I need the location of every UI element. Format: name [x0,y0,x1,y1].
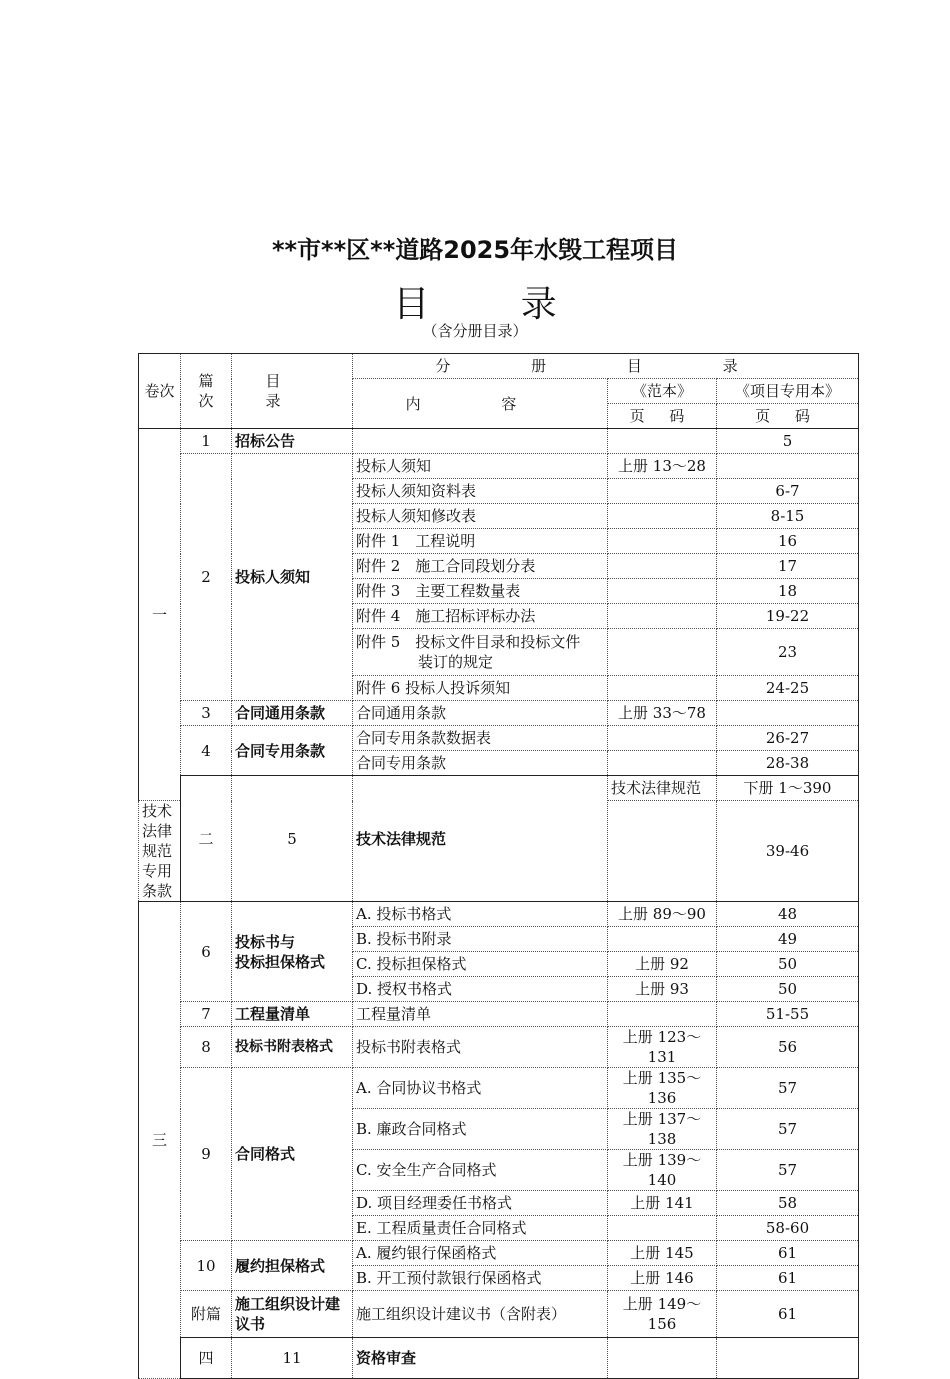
project-page: 57 [717,1109,859,1150]
content-cell: B. 廉政合同格式 [353,1109,608,1150]
project-page: 57 [717,1150,859,1191]
content-cell: A. 投标书格式 [353,902,608,927]
project-page: 58-60 [717,1216,859,1241]
section-title: 履约担保格式 [232,1241,353,1291]
header-toc: 目 录 [232,354,353,429]
template-page [608,529,717,554]
content-cell: C. 投标担保格式 [353,952,608,977]
section-title: 技术法律规范 [353,776,608,902]
template-page: 上册 146 [608,1266,717,1291]
project-page: 50 [717,952,859,977]
header-content: 内 容 [353,379,608,429]
content-cell: 技术法律规范 [608,776,717,801]
content-cell: 施工组织设计建议书（含附表） [353,1291,608,1338]
template-page: 上册 145 [608,1241,717,1266]
header-row [139,354,859,379]
template-page [608,629,717,676]
volume-cell: 四 [181,1338,232,1379]
content-cell: 附件 6 投标人投诉须知 [353,676,608,701]
section-title: 合同专用条款 [232,726,353,776]
header-page: 页 码 [608,404,717,429]
project-page: 50 [717,977,859,1002]
project-page: 57 [717,1068,859,1109]
part-cell: 10 [181,1241,232,1291]
template-page [608,429,717,454]
header-page: 页 码 [717,404,859,429]
table-row [139,429,859,454]
part-cell: 6 [181,902,232,1002]
part-cell: 4 [181,726,232,776]
content-cell: A. 履约银行保函格式 [353,1241,608,1266]
table-row [139,1002,859,1027]
table-row [139,454,859,479]
template-page: 上册 33～78 [608,701,717,726]
table-row [139,701,859,726]
template-page: 上册 141 [608,1191,717,1216]
template-page [608,801,717,902]
template-page: 上册 135～136 [608,1068,717,1109]
project-page: 8-15 [717,504,859,529]
content-cell: 附件 3 主要工程数量表 [353,579,608,604]
project-page: 56 [717,1027,859,1068]
content-cell: B. 投标书附录 [353,927,608,952]
subtitle-note: （含分册目录） [422,322,528,340]
template-page [608,676,717,701]
template-page [608,479,717,504]
section-title: 投标书附表格式 [232,1027,353,1068]
section-title: 招标公告 [232,429,353,454]
content-cell: D. 授权书格式 [353,977,608,1002]
content-cell: 投标人须知资料表 [353,479,608,504]
project-page: 48 [717,902,859,927]
table-row [139,1241,859,1266]
part-cell: 5 [232,776,353,902]
part-cell: 8 [181,1027,232,1068]
template-page [608,726,717,751]
template-page: 上册 92 [608,952,717,977]
section-title: 工程量清单 [232,1002,353,1027]
table-row [139,1291,859,1338]
content-cell: C. 安全生产合同格式 [353,1150,608,1191]
template-page: 上册 89～90 [608,902,717,927]
header-part: 篇 次 [181,354,232,429]
project-page: 17 [717,554,859,579]
template-page: 上册 13～28 [608,454,717,479]
project-page [717,454,859,479]
content-cell: 附件 4 施工招标评标办法 [353,604,608,629]
project-page: 61 [717,1241,859,1266]
section-title: 投标人须知 [232,454,353,701]
template-page: 上册 123～131 [608,1027,717,1068]
content-cell: A. 合同协议书格式 [353,1068,608,1109]
part-cell: 附篇 [181,1291,232,1338]
volume-cell: 二 [181,776,232,902]
part-cell: 9 [181,1068,232,1241]
content-cell: 技术法律规范专用条款 [139,801,181,902]
template-page [608,504,717,529]
project-page: 16 [717,529,859,554]
project-page: 39-46 [717,801,859,902]
content-cell: B. 开工预付款银行保函格式 [353,1266,608,1291]
project-page: 23 [717,629,859,676]
section-title: 合同格式 [232,1068,353,1241]
template-page [608,554,717,579]
content-cell: 投标人须知修改表 [353,504,608,529]
part-cell: 7 [181,1002,232,1027]
project-page: 18 [717,579,859,604]
part-cell: 11 [232,1338,353,1379]
content-cell: 合同专用条款数据表 [353,726,608,751]
template-page [608,1002,717,1027]
content-cell: 投标人须知 [353,454,608,479]
content-cell: 附件 5 投标文件目录和投标文件 装订的规定 [353,629,608,676]
project-page: 19-22 [717,604,859,629]
template-page: 上册 93 [608,977,717,1002]
project-page: 61 [717,1266,859,1291]
project-page: 49 [717,927,859,952]
project-page: 28-38 [717,751,859,776]
content-cell: 合同通用条款 [353,701,608,726]
table-row [139,726,859,751]
part-cell: 2 [181,454,232,701]
template-page: 下册 1～390 [717,776,859,801]
header-template: 《范本》 [608,379,717,404]
template-page [608,927,717,952]
project-page: 6-7 [717,479,859,504]
part-cell: 3 [181,701,232,726]
content-cell: 投标书附表格式 [353,1027,608,1068]
part-cell: 1 [181,429,232,454]
header-project: 《项目专用本》 [717,379,859,404]
content-cell [353,429,608,454]
project-page: 24-25 [717,676,859,701]
header-volume: 卷次 [139,354,181,429]
header-sub-toc: 分 册 目 录 [353,354,859,379]
page-subtitle: 目 录 [393,284,597,325]
table-row [139,776,859,801]
content-cell: 工程量清单 [353,1002,608,1027]
document-title: **市**区**道路2025年水毁工程项目 [271,236,679,264]
section-title: 合同通用条款 [232,701,353,726]
volume-cell: 一 [139,429,181,801]
template-page: 上册 139～140 [608,1150,717,1191]
template-page [608,579,717,604]
project-page: 26-27 [717,726,859,751]
project-page [717,701,859,726]
table-row [139,902,859,927]
template-page: 上册 137～138 [608,1109,717,1150]
template-page: 上册 149～156 [608,1291,717,1338]
project-page: 51-55 [717,1002,859,1027]
table-row [139,1068,859,1109]
toc-table [138,353,859,1379]
template-page [608,604,717,629]
section-title: 投标书与 投标担保格式 [232,902,353,1002]
content-cell: 附件 2 施工合同段划分表 [353,554,608,579]
content-cell: 附件 1 工程说明 [353,529,608,554]
project-page: 61 [717,1291,859,1338]
project-page: 5 [717,429,859,454]
content-cell: 合同专用条款 [353,751,608,776]
template-page [608,751,717,776]
template-page [608,1216,717,1241]
table-row [139,1027,859,1068]
section-title: 资格审查 [353,1338,608,1379]
project-page: 58 [717,1191,859,1216]
content-cell: E. 工程质量责任合同格式 [353,1216,608,1241]
volume-cell: 三 [139,902,181,1379]
content-cell: D. 项目经理委任书格式 [353,1191,608,1216]
section-title: 施工组织设计建议书 [232,1291,353,1338]
